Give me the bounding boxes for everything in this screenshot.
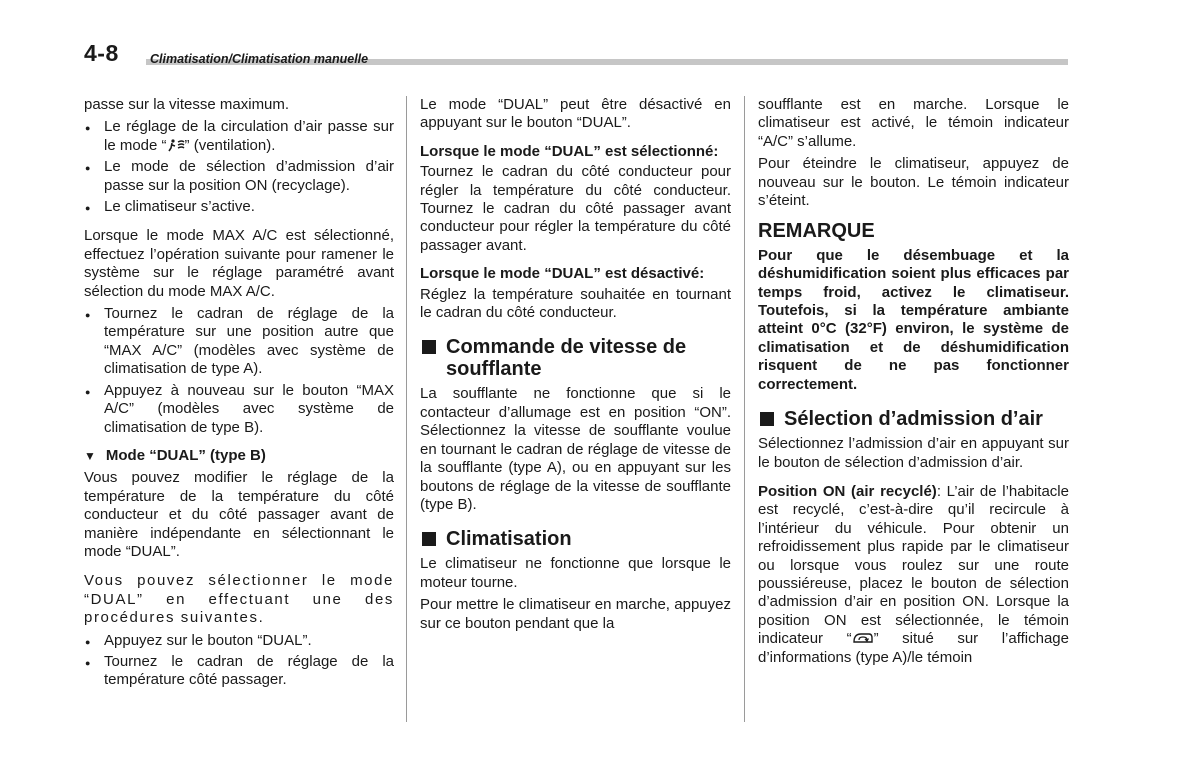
square-bullet-icon <box>760 412 774 426</box>
paragraph-text: : L’air de l’habitacle est recyclé, c’est-à-dire qu’il recircule à l’intérieur du véhicule. Pour obtenir un refroidissement plus rapide par le climatiseur ou lorsque vous roulez sur une route poussiéreuse, placez le bouton de sélection d’admission d’air en position ON. Lorsque la position ON est sélectionnée, le témoin indicateur “ <box>758 482 1069 648</box>
column-3 <box>758 96 1069 671</box>
paragraph: Sélectionnez l’admission d’air en appuyant sur le bouton de sélection d’admission d’air. <box>758 435 1069 471</box>
paragraph-text: ” situé sur l’affichage d’informations (type A)/le témoin <box>758 630 1069 666</box>
section-heading-text: Climatisation <box>446 528 572 551</box>
square-bullet-icon <box>422 340 436 354</box>
column-1 <box>84 96 394 693</box>
paragraph <box>84 572 394 627</box>
section-heading-text: Sélection d’admission d’air <box>784 408 1043 431</box>
paragraph <box>758 483 1069 667</box>
square-bullet-icon <box>422 532 436 546</box>
bullet-item: ● Le mode de sélection d’admission d’air passe sur la position ON (recyclage). <box>84 158 394 195</box>
page-number: 4-8 <box>84 40 119 66</box>
bullet-text: Le réglage de la circulation d’air passe sur le mode “ <box>104 118 394 154</box>
position-label: Position ON (air recyclé) <box>758 482 937 500</box>
paragraph: Réglez la température souhaitée en tournant le cadran du côté conducteur. <box>420 285 731 322</box>
triangle-down-icon: ▼ <box>84 448 96 463</box>
remark-title: REMARQUE <box>758 220 875 243</box>
bold-heading: Lorsque le mode “DUAL” est désactivé: <box>420 265 705 283</box>
column-divider <box>744 96 745 722</box>
paragraph: Tournez le cadran du côté conducteur pour régler la température du côté conducteur. Tournez le cadran du côté passager avant conducteur pour régler la température du côté passager avant. <box>420 163 731 254</box>
bullet-item: ● Appuyez à nouveau sur le bouton “MAX A/C” (modèles avec système de climatisation de type B). <box>84 382 394 437</box>
paragraph: Le mode “DUAL” peut être désactivé en appuyant sur le bouton “DUAL”. <box>420 96 731 132</box>
column-2 <box>420 96 731 637</box>
section-heading <box>758 408 1069 430</box>
header-title: Climatisation/Climatisation manuelle <box>150 52 369 66</box>
paragraph: Le climatiseur ne fonctionne que lorsque le moteur tourne. <box>420 555 731 591</box>
ventilation-icon <box>167 138 185 152</box>
recirculation-icon <box>852 631 874 645</box>
subsection-heading-text: Mode “DUAL” (type B) <box>105 446 266 464</box>
paragraph: passe sur la vitesse maximum. <box>84 96 290 113</box>
bold-heading: Lorsque le mode “DUAL” est sélectionné: <box>420 142 719 160</box>
remark-text: Pour que le désembuage et la déshumidification soient plus efficaces par temps froid, activez le climatiseur. Toutefois, si la température ambiante atteint 0°C (32°F) environ, le système de climatisation et de déshumidification risquent de ne pas fonctionner correctement. <box>758 246 1069 393</box>
paragraph: Vous pouvez modifier le réglage de la température de la température du côté conducteur et du côté passager avant de manière indépendante en sélectionnant le mode “DUAL”. <box>84 469 394 560</box>
column-divider <box>406 96 407 722</box>
section-heading <box>420 336 731 380</box>
bullet-item: ● Tournez le cadran de réglage de la température côté passager. <box>84 653 394 690</box>
bullet-text: ” (ventilation). <box>184 136 276 154</box>
subsection-heading <box>84 447 394 465</box>
bullet-item <box>84 118 394 155</box>
page-header <box>84 40 1068 70</box>
paragraph-text: Vous pouvez sélectionner le mode “DUAL” en effectuant une des procédures suivantes. <box>84 572 394 627</box>
paragraph: soufflante est en marche. Lorsque le climatiseur est activé, le témoin indicateur “A/C” s’allume. <box>758 96 1069 150</box>
paragraph: Pour mettre le climatiseur en marche, appuyez sur ce bouton pendant que la <box>420 596 731 632</box>
paragraph: La soufflante ne fonctionne que si le contacteur d’allumage est en position “ON”. Sélectionnez la vitesse de soufflante voulue en tournant le cadran de réglage de vitesse de la soufflante (type A), ou en appuyant sur les boutons de réglage de la vitesse de soufflante (type B). <box>420 385 731 513</box>
section-heading-text: Commande de vitesse de soufflante <box>446 336 687 381</box>
paragraph: Pour éteindre le climatiseur, appuyez de nouveau sur le bouton. Le témoin indicateur s’éteint. <box>758 155 1069 210</box>
bullet-item: ● Tournez le cadran de réglage de la température sur une position autre que “MAX A/C” (modèles avec système de climatisation de type A). <box>84 305 394 379</box>
bullet-item: ● Le climatiseur s’active. <box>84 198 394 216</box>
section-heading <box>420 528 731 550</box>
bullet-item: ● Appuyez sur le bouton “DUAL”. <box>84 632 394 650</box>
paragraph: Lorsque le mode MAX A/C est sélectionné, effectuez l’opération suivante pour ramener le système sur le réglage paramétré avant sélection du mode MAX A/C. <box>84 227 394 300</box>
